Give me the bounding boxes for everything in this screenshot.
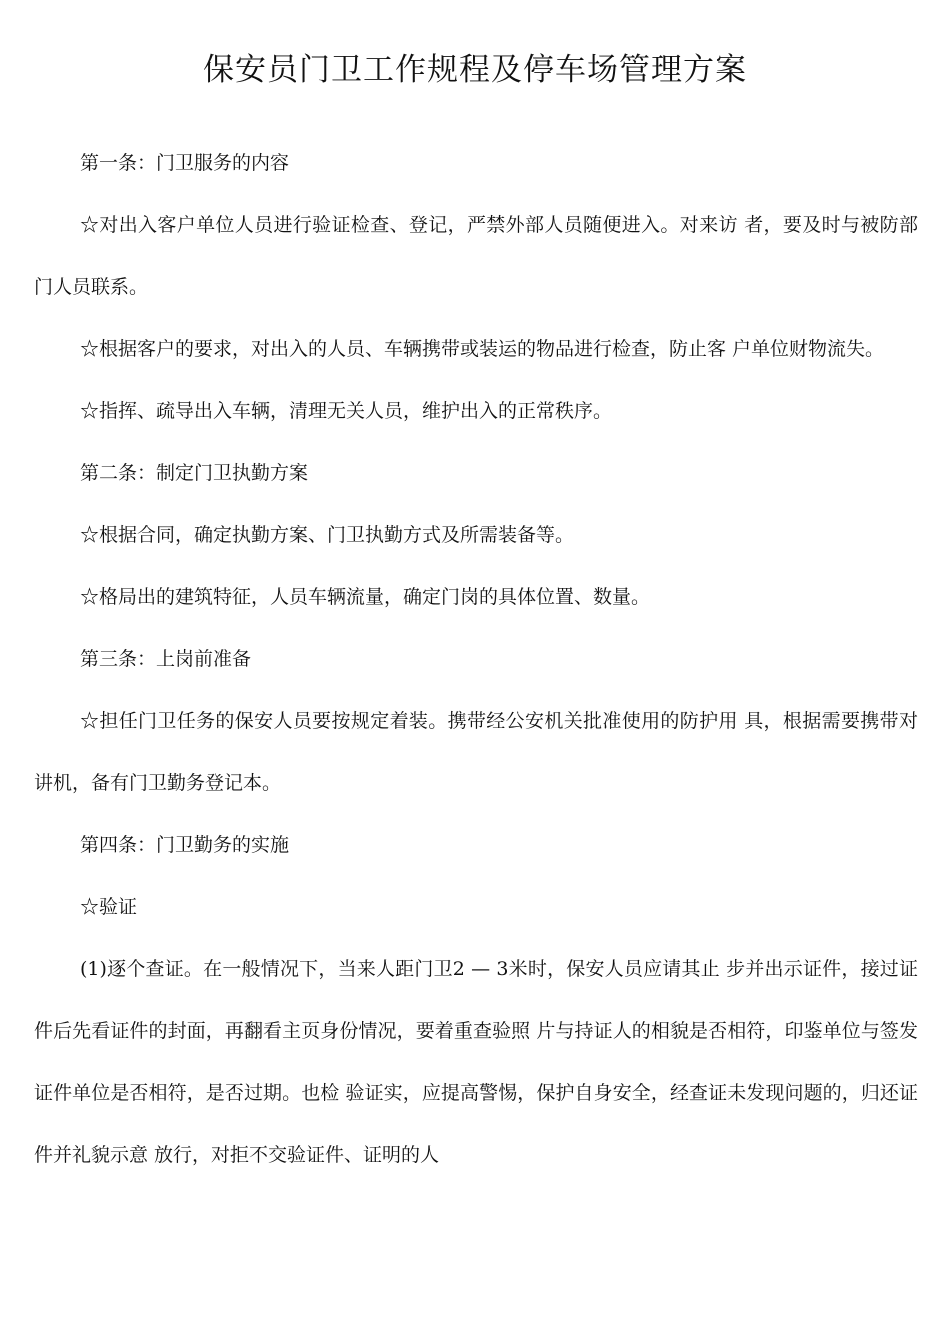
body-paragraph: ☆验证 (80, 896, 138, 918)
section-heading-2: 第二条：制定门卫执勤方案 (80, 462, 309, 484)
body-paragraph: (1)逐个查证。在一般情况下，当来人距门卫2 — 3米时，保安人员应请其止 步并出示证件，接过证件后先看证件的封面，再翻看主页身份情况，要着重查验照 片与持证人的相貌是否相符，印鉴单位与签发证件单位是否相符，是否过期。也检 验证实，应提高警惕，保护自身安全，经查证未发现问题的，归还证件并礼貌示意 放行，对拒不交验证件、证明的人 (34, 958, 918, 1166)
body-paragraph: ☆根据客户的要求，对出入的人员、车辆携带或装运的物品进行检查，防止客 户单位财物流失。 (80, 338, 885, 360)
body-paragraph: ☆对出入客户单位人员进行验证检查、登记，严禁外部人员随便进入。对来访 者，要及时与被防部门人员联系。 (34, 214, 918, 298)
document-title: 保安员门卫工作规程及停车场管理方案 (203, 52, 747, 88)
body-paragraph: ☆格局出的建筑特征，人员车辆流量，确定门岗的具体位置、数量。 (80, 586, 651, 608)
section-heading-1: 第一条：门卫服务的内容 (80, 152, 290, 174)
section-heading-3: 第三条：上岗前准备 (80, 648, 252, 670)
document-body (34, 132, 918, 1186)
section-heading-4: 第四条：门卫勤务的实施 (80, 834, 290, 856)
body-paragraph: ☆担任门卫任务的保安人员要按规定着装。携带经公安机关批准使用的防护用 具，根据需要携带对讲机，备有门卫勤务登记本。 (34, 710, 918, 794)
body-paragraph: ☆根据合同，确定执勤方案、门卫执勤方式及所需装备等。 (80, 524, 575, 546)
body-paragraph: ☆指挥、疏导出入车辆，清理无关人员，维护出入的正常秩序。 (80, 400, 613, 422)
